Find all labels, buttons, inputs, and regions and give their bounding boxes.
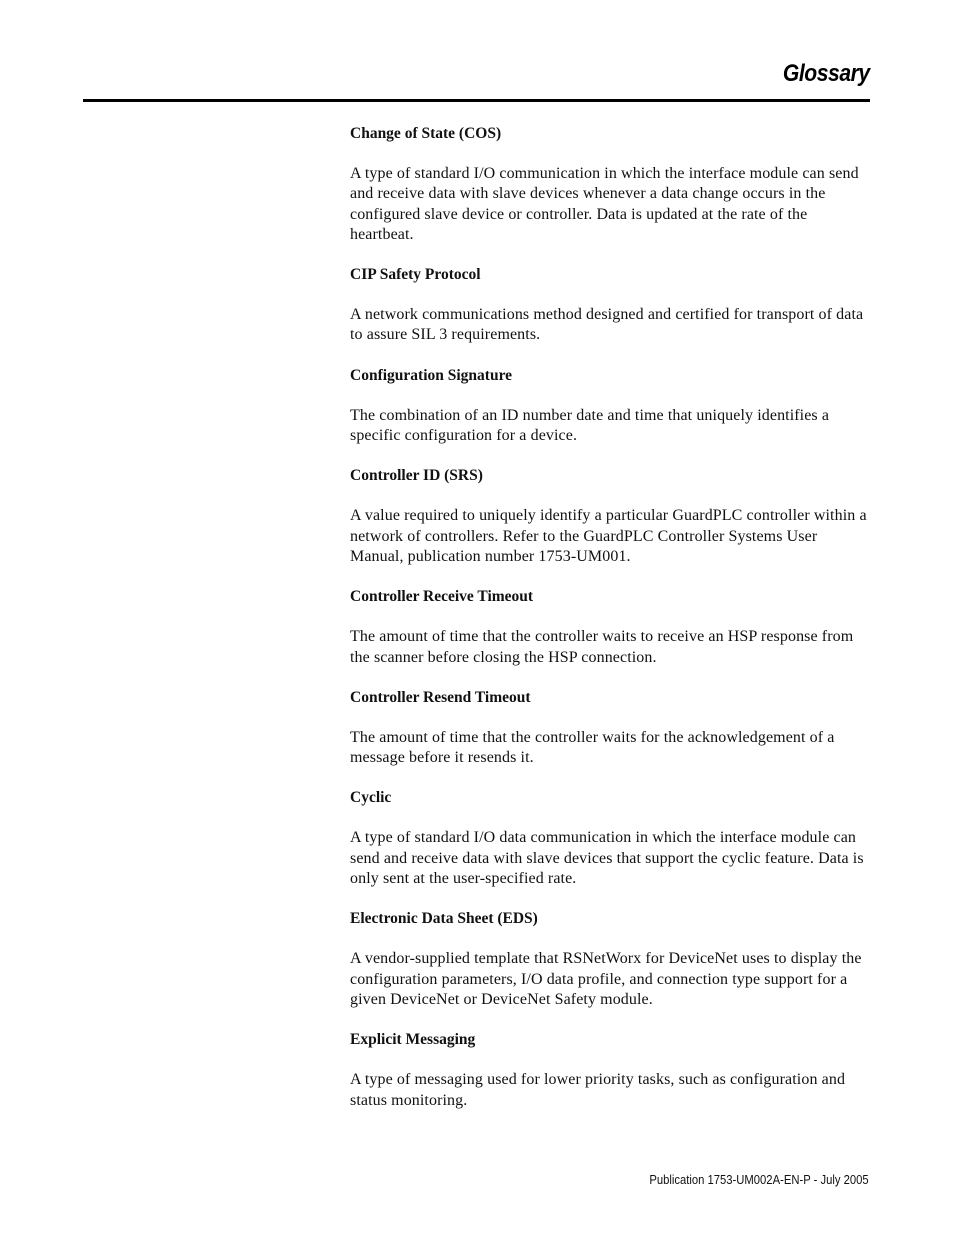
glossary-entry (350, 265, 870, 346)
page-title: Glossary (783, 60, 870, 87)
glossary-definition: A type of standard I/O communication in which the interface module can send and receive data with slave devices whenever a data change occurs in the configured slave device or controller. Data is updated at the rate of the heartbeat. (350, 165, 859, 243)
glossary-definition: A type of messaging used for lower priority tasks, such as configuration and status monitoring. (350, 1071, 846, 1109)
glossary-definition: The amount of time that the controller waits for the acknowledgement of a message before it resends it. (350, 728, 835, 767)
glossary-term: Controller Resend Timeout (350, 688, 531, 706)
glossary-definition: A type of standard I/O data communication in which the interface module can send and receive data with slave devices that support the cyclic feature. Data is only sent at the user-specified rate. (350, 829, 864, 888)
glossary-term: Controller Receive Timeout (350, 588, 534, 606)
glossary-definition: A network communications method designed and certified for transport of data to assure SIL 3 requirements. (350, 306, 864, 344)
glossary-term: Controller ID (SRS) (350, 467, 483, 485)
glossary-term: CIP Safety Protocol (350, 266, 481, 284)
glossary-definition: The combination of an ID number date and time that uniquely identifies a specific configuration for a device. (350, 406, 830, 445)
glossary-entry (350, 1030, 870, 1111)
glossary-entry (350, 909, 870, 1010)
publication-footer: Publication 1753-UM002A-EN-P - July 2005 (649, 1173, 869, 1187)
glossary-definition: The amount of time that the controller waits to receive an HSP response from the scanner before closing the HSP connection. (350, 628, 854, 666)
glossary-term: Cyclic (350, 789, 392, 807)
glossary-entry (350, 466, 870, 567)
glossary-term: Explicit Messaging (350, 1031, 476, 1049)
glossary-entry (350, 587, 870, 668)
glossary-definition: A value required to uniquely identify a particular GuardPLC controller within a network of controllers. Refer to the GuardPLC Controller Systems User Manual, publication number 1753-UM001. (350, 507, 867, 565)
title-rule (83, 99, 870, 102)
glossary-entry (350, 788, 870, 889)
glossary-term: Configuration Signature (350, 366, 513, 384)
glossary-content (350, 124, 870, 1131)
glossary-entry (350, 688, 870, 769)
glossary-entry (350, 366, 870, 447)
glossary-definition: A vendor-supplied template that RSNetWorx for DeviceNet uses to display the configuration parameters, I/O data profile, and connection type support for a given DeviceNet or DeviceNet Safety module. (350, 950, 862, 1008)
glossary-term: Electronic Data Sheet (EDS) (350, 910, 538, 928)
glossary-term: Change of State (COS) (350, 125, 502, 142)
glossary-entry (350, 124, 870, 245)
